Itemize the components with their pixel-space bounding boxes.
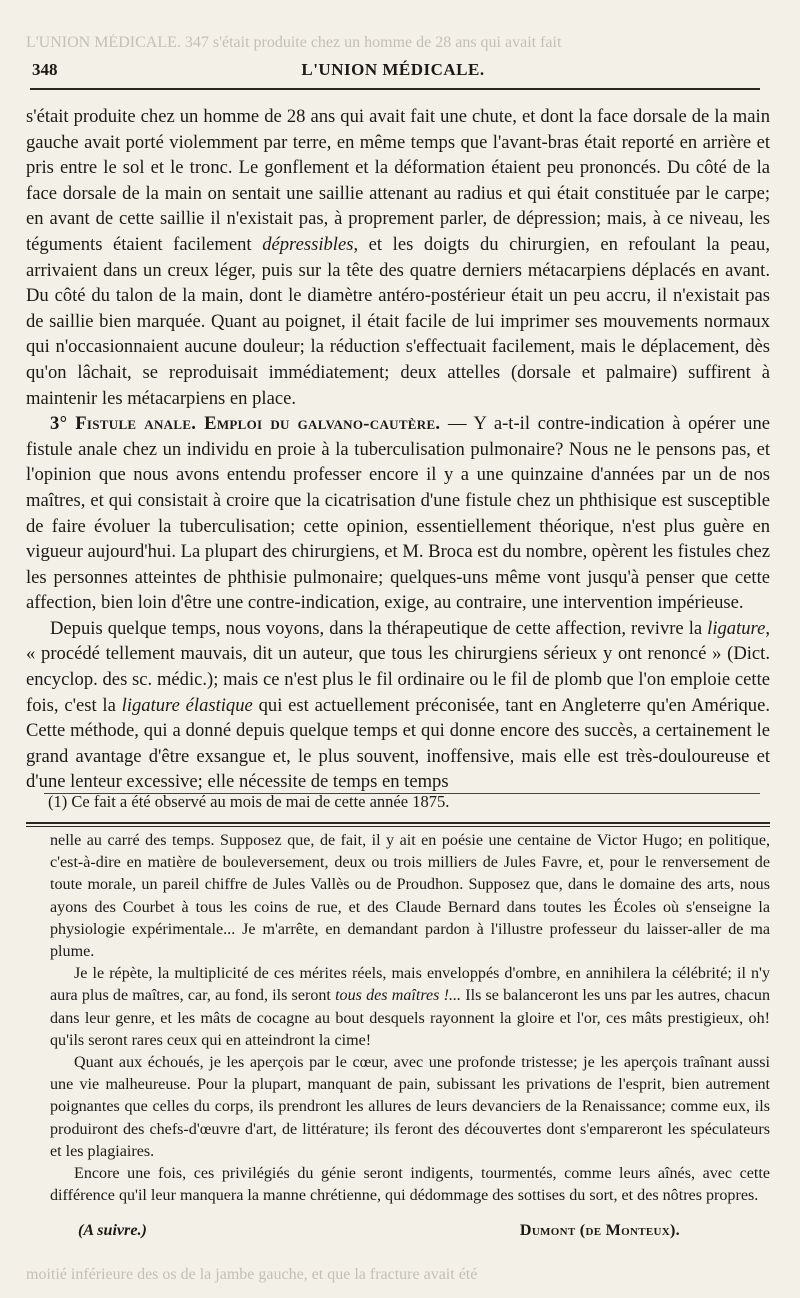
running-title: L'UNION MÉDICALE. bbox=[301, 60, 485, 79]
paragraph-3-part-b: , « procédé tellement mauvais, dit un auteur, que tous les chirurgiens sérieux y ont renoncé » (Dict. encyclop. des sc. médic.); mais ce n'est plus le fil ordinaire ou le fil de plomb que l'on emploie cette fois, c'est la bbox=[26, 617, 770, 716]
paragraph-2 bbox=[26, 411, 770, 616]
feuilleton-paragraph-3: Quant aux échoués, je les aperçois par le cœur, avec une profonde tristesse; je les aperçois traînant aussi une vie malheureuse. Pour la plupart, manquant de pain, subissant les privations de l'esprit, bien autrement poignantes que celles du corps, ils prendront les allures de leurs devanciers de la Renaissance; comme eux, ils produiront des chefs-d'œuvre d'art, de littérature; ils feront des découvertes dont s'empareront les spéculateurs et les plagiaires. bbox=[50, 1054, 770, 1160]
emphasis-tous-des-maitres: tous des maîtres !... bbox=[335, 987, 462, 1005]
footnote: (1) Ce fait a été observé au mois de mai de cette année 1875. bbox=[48, 792, 450, 811]
paragraph-3 bbox=[26, 616, 770, 795]
article-body bbox=[26, 104, 770, 795]
emphasis-ligature: ligature bbox=[707, 617, 766, 639]
paragraph-1-rest: , et les doigts du chirurgien, en refoulant la peau, arrivaient dans un creux léger, puis sur la tête des quatre derniers métacarpiens déplacés en avant. Du côté du talon de la main, dont le diamètre antéro-postérieur était un peu accru, il n'existait pas de saillie bien marquée. Quant au poignet, il était facile de lui imprimer ses mouvements normaux qui n'occasionnaient aucune douleur; la réduction s'effectuait facilement, mais le déplacement, dès qu'on lâchait, se reproduisait immédiatement; deux attelles (dorsale et palmaire) suffirent à maintenir les métacarpiens en place. bbox=[26, 233, 770, 409]
paragraph-1-text: s'était produite chez un homme de 28 ans qui avait fait une chute, et dont la face dorsale de la main gauche avait porté violemment par terre, en même temps que l'avant-bras était reporté en arrière et pris entre le sol et le tronc. Le gonflement et la déformation étaient peu prononcés. Du côté de la face dorsale de la main on sentait une saillie attenant au radius et qui était constituée par le carpe; en avant de cette saillie il n'existait pas, à proprement parler, de dépression; mais, à ce niveau, les téguments étaient facilement bbox=[26, 106, 770, 255]
bleed-through-text-bottom: moitié inférieure des os de la jambe gauche, et que la fracture avait été bbox=[26, 1266, 478, 1283]
feuilleton-paragraph-2 bbox=[50, 963, 770, 1052]
feuilleton-paragraph-2-a: Je le répète, la multiplicité de ces mérites réels, mais enveloppés d'ombre, en annihilera la célébrité; il n'y aura plus de maîtres, car, au fond, ils seront bbox=[50, 965, 770, 1005]
paragraph-2-text: — Y a-t-il contre-indication à opérer une fistule anale chez un individu en proie à la tuberculisation pulmonaire? Nous ne le pensons pas, et l'opinion que nous avons entendu professer encore il y a une quinzaine d'années par un de nos maîtres, et qui consistait à croire que la cicatrisation d'une fistule chez un phthisique est susceptible de faire évoluer la tuberculisation; cette opinion, essentiellement théorique, n'est plus guère en vigueur aujourd'hui. La plupart des chirurgiens, et M. Broca est du nombre, opèrent les fistules chez les personnes atteintes de phthisie pulmonaire; quelques-uns même vont jusqu'à penser que cette affection, bien loin d'être une contre-indication, exige, au contraire, une intervention impérieuse. bbox=[26, 413, 771, 614]
emphasis-ligature-elastique: ligature élastique bbox=[121, 694, 253, 716]
feuilleton-divider bbox=[26, 822, 770, 824]
feuilleton-signoff bbox=[78, 1222, 680, 1246]
page-header bbox=[26, 60, 760, 86]
feuilleton-paragraph-1: nelle au carré des temps. Supposez que, de fait, il y ait en poésie une centaine de Victor Hugo; en politique, c'est-à-dire en matière de bouleversement, deux ou trois milliers de Jules Favre, et, pour le renversement de toute morale, un pareil chiffre de Jules Vallès ou de Proudhon. Supposez que, dans le domaine des arts, nous ayons des Courbet à tous les coins de rue, et des Claude Bernard dans toutes les Écoles où s'enseigne la physiologie expérimentale... Je m'arrête, en demandant pardon à l'illustre professeur du laisser-aller de ma plume. bbox=[50, 832, 770, 961]
feuilleton-column bbox=[50, 830, 770, 1207]
paragraph-3-part-c: qui est actuellement préconisée, tant en Angleterre qu'en Amérique. Cette méthode, qui a donné depuis quelque temps et qui donne encore des succès, a certainement le grand avantage d'être exsangue et, le plus souvent, inoffensive, mais elle est très-douloureuse et d'une lenteur excessive; elle nécessite de temps en temps bbox=[26, 694, 770, 793]
section-heading-fistule: 3° Fistule anale. Emploi du galvano-cautère. bbox=[50, 413, 441, 435]
feuilleton-divider-thin bbox=[26, 826, 770, 827]
paragraph-3-part-a: Depuis quelque temps, nous voyons, dans la thérapeutique de cette affection, revivre la bbox=[50, 617, 708, 639]
page-number: 348 bbox=[32, 60, 58, 79]
header-rule bbox=[30, 88, 760, 90]
emphasis-depressibles: dépressibles bbox=[262, 233, 354, 255]
paragraph-1 bbox=[26, 104, 770, 411]
feuilleton-paragraph-4: Encore une fois, ces privilégiés du génie seront indigents, tourmentés, comme leurs aînés, avec cette différence qu'il leur manquera la manne chrétienne, qui dédommage des sottises du sort, et des nôtres propres. bbox=[50, 1165, 770, 1205]
feuilleton-paragraph-2-b: Ils se balanceront les uns par les autres, chacun dans leur genre, et les mâts de cocagne au bout desquels rayonnent la gloire et l'or, ces mâts prestigieux, oh! qu'ils seront rares ceux qui en atteindront la cime! bbox=[50, 987, 770, 1049]
to-be-continued: (A suivre.) bbox=[78, 1222, 147, 1239]
bleed-through-text-top: L'UNION MÉDICALE. 347 s'était produite chez un homme de 28 ans qui avait fait bbox=[26, 34, 562, 51]
author-signature: Dumont (de Monteux). bbox=[519, 1222, 680, 1239]
